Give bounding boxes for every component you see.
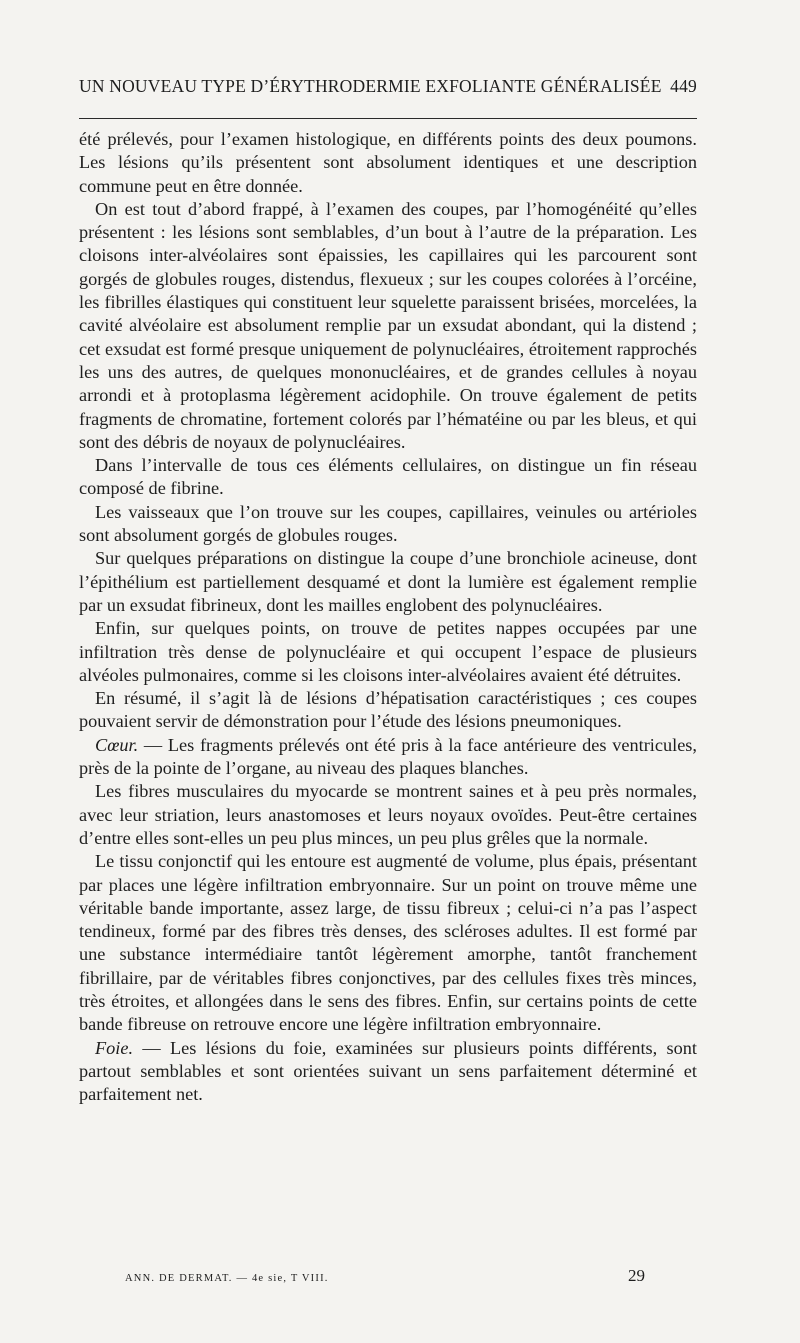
paragraph: Enfin, sur quelques points, on trouve de petites nappes occupées par une infiltration très dense de polynucléaire et qui occupent l’espace de plusieurs alvéoles pulmonaires, comme si les cloisons inter-alvéolaires avaient été détruites.	[79, 618, 697, 685]
paragraph: Les vaisseaux que l’on trouve sur les coupes, capillaires, veinules ou artérioles sont absolument gorgés de globules rouges.	[79, 501, 697, 546]
running-title: UN NOUVEAU TYPE D’ÉRYTHRODERMIE EXFOLIANTE GÉNÉRALISÉE	[79, 76, 662, 96]
page-footer	[125, 1266, 645, 1286]
signature-mark: 29	[628, 1266, 645, 1285]
paragraph: Dans l’intervalle de tous ces éléments cellulaires, on distingue un fin réseau composé de fibrine.	[79, 455, 697, 499]
journal-reference: ANN. DE DERMAT. — 4e sie, T VIII.	[125, 1273, 329, 1284]
page-number: 449	[670, 76, 697, 96]
foie-text: — Les lésions du foie, examinées sur plusieurs points différents, sont partout semblables et sont orientées suivant un sens parfaitement déterminé et parfaitement net.	[79, 1037, 697, 1105]
paragraph: On est tout d’abord frappé, à l’examen des coupes, par l’homogénéité qu’elles présentent : les lésions sont semblables, d’un bout à l’autre de la préparation. Les cloisons inter-alvéolaires sont épaissies, les capillaires qui les parcourent sont gorgés de globules rouges, distendus, flexueux ; sur les coupes colorées à l’orcéine, les fibrilles élastiques qui constituent leur squelette paraissent brisées, morcelées, la cavité alvéolaire est absolument remplie par un exsudat abondant, qui la distend ; cet exsudat est formé presque uniquement de polynucléaires, étroitement rapprochés les uns des autres, de quelques mononucléaires, et de grandes cellules à noyau arrondi et à protoplasma légèrement acidophile. On trouve également de petits fragments de chromatine, fortement colorés par l’hématéine ou par les bleus, et qui sont des débris de noyaux de polynucléaires.	[79, 198, 697, 452]
foie-heading: Foie.	[95, 1037, 134, 1058]
paragraph: Les fibres musculaires du myocarde se montrent saines et à peu près normales, avec leur striation, leurs anastomoses et leurs noyaux ovoïdes. Peut-être certaines d’entre elles sont-elles un peu plus minces, un peu plus grêles que la normale.	[79, 781, 697, 848]
foie-paragraph	[79, 1037, 697, 1107]
paragraph: En résumé, il s’agit là de lésions d’hépatisation caractéristiques ; ces coupes pouvaient servir de démonstration pour l’étude des lésions pneumoniques.	[79, 688, 697, 732]
header-rule	[79, 118, 697, 119]
coeur-heading: Cœur.	[95, 734, 139, 755]
paragraph: Sur quelques préparations on distingue la coupe d’une bronchiole acineuse, dont l’épithélium est partiellement desquamé et dont la lumière est également remplie par un exsudat fibrineux, dont les mailles englobent des polynucléaires.	[79, 548, 697, 615]
paragraph: Le tissu conjonctif qui les entoure est augmenté de volume, plus épais, présentant par places une légère infiltration embryonnaire. Sur un point on trouve même une véritable bande importante, assez large, de tissu fibreux ; celui-ci n’a pas l’aspect tendineux, formé par des fibres très denses, des scléroses adultes. Il est formé par une substance intermédiaire tantôt légèrement amorphe, tantôt franchement fibrillaire, par de véritables fibres conjonctives, par des cellules fixes très minces, très étroites, et allongées dans le sens des fibres. Enfin, sur certains points de cette bande fibreuse on retrouve encore une légère infiltration embryonnaire.	[79, 851, 697, 1035]
paragraph: été prélevés, pour l’examen histologique, en différents points des deux poumons. Les lésions qu’ils présentent sont absolument identiques et une description commune peut en être donnée.	[79, 129, 697, 196]
body-text	[79, 128, 697, 1106]
running-header	[79, 76, 697, 97]
coeur-text: — Les fragments prélevés ont été pris à la face antérieure des ventricules, près de la pointe de l’organe, au niveau des plaques blanches.	[79, 734, 697, 779]
coeur-paragraph	[79, 734, 697, 781]
